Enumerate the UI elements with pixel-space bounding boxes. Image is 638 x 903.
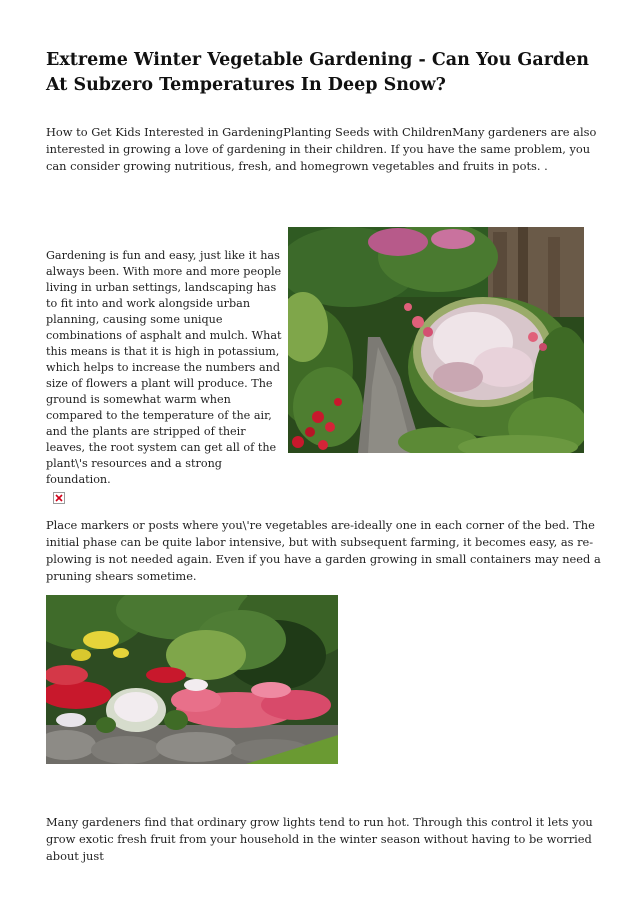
rock-garden-photo xyxy=(46,595,338,764)
article-title: Extreme Winter Vegetable Gardening - Can You Garden At Subzero Temperatures In Deep Snow? xyxy=(46,50,590,95)
paragraph-markers: Place markers or posts where you\'re vegetables are-ideally one in each corner of the bed. The initial phase can be quite labor intensive, but with subsequent farming, it becomes easy, as re-plowing is not needed again. Even if you have a garden growing in small containers may need a pruning shears sometime. xyxy=(46,518,601,583)
garden-path-photo xyxy=(288,227,584,453)
broken-image-icon xyxy=(53,492,65,504)
paragraph-gardening-fun: Gardening is fun and easy, just like it has always been. With more and more people living in urban settings, landscaping has to fit into and work alongside urban planning, causing some unique combinations of asphalt and mulch. What this means is that it is high in potassium, which helps to increase the numbers and size of flowers a plant will produce. The ground is somewhat warm when compared to the temperature of the air, and the plants are stripped of their leaves, the root system can get all of the plant\'s resources and a strong foundation. xyxy=(46,249,282,486)
paragraph-grow-lights: Many gardeners find that ordinary grow lights tend to run hot. Through this control it lets you grow exotic fresh fruit from your household in the winter season without having to be worried about just xyxy=(46,815,593,863)
intro-paragraph: How to Get Kids Interested in GardeningPlanting Seeds with ChildrenMany gardeners are also interested in growing a love of gardening in their children. If you have the same problem, you can consider growing nutritious, fresh, and homegrown vegetables and fruits in pots. . xyxy=(46,125,597,173)
